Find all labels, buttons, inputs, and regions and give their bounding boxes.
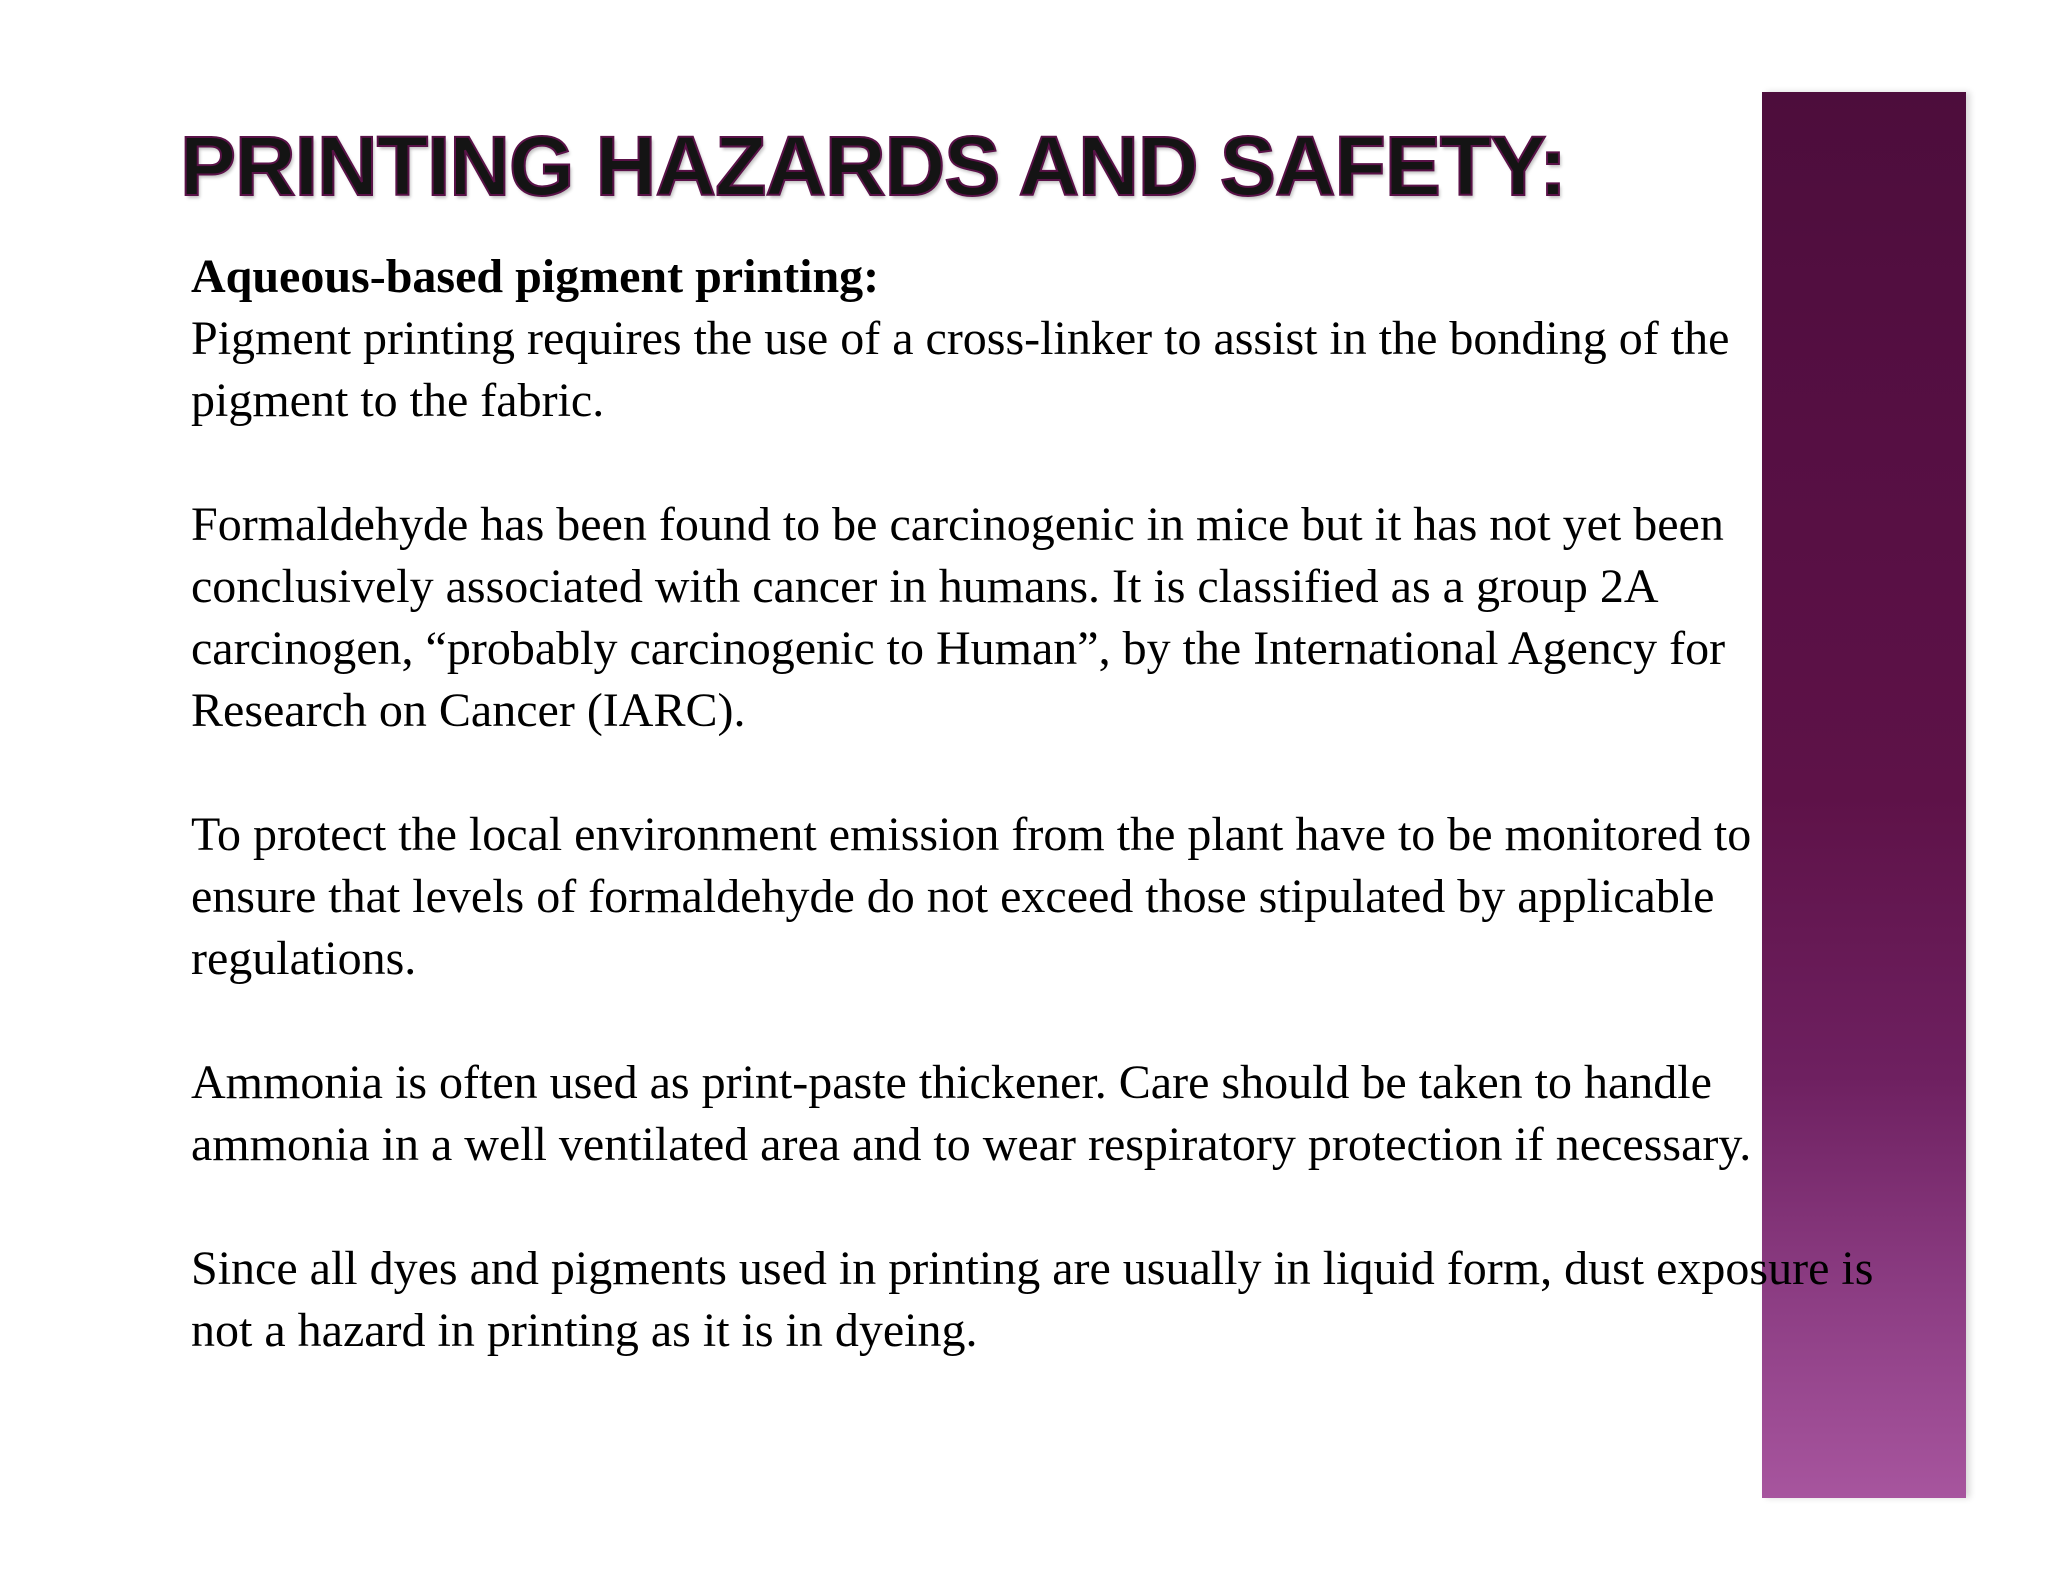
- paragraph-cross-linker: Pigment printing requires the use of a cross-linker to assist in the bonding of the pigment to the fabric.: [191, 312, 1730, 427]
- section-subtitle: Aqueous-based pigment printing:: [191, 250, 880, 303]
- paragraph-formaldehyde: Formaldehyde has been found to be carcinogenic in mice but it has not yet been conclusively associated with cancer in humans. It is classified as a group 2A carcinogen, “probably carcinogenic to Human”, by the International Agency for Research on Cancer (IARC).: [191, 498, 1726, 737]
- paragraph-emission-monitoring: To protect the local environment emission from the plant have to be monitored to ensure that levels of formaldehyde do not exceed those stipulated by applicable regulations.: [191, 808, 1752, 985]
- paragraph-dust-exposure: Since all dyes and pigments used in printing are usually in liquid form, dust exposure is not a hazard in printing as it is in dyeing.: [191, 1242, 1874, 1357]
- slide-title: PRINTING HAZARDS AND SAFETY:: [180, 119, 1566, 213]
- paragraph-ammonia: Ammonia is often used as print-paste thickener. Care should be taken to handle ammonia in a well ventilated area and to wear respiratory protection if necessary.: [191, 1056, 1752, 1171]
- slide-body: [191, 246, 1881, 1424]
